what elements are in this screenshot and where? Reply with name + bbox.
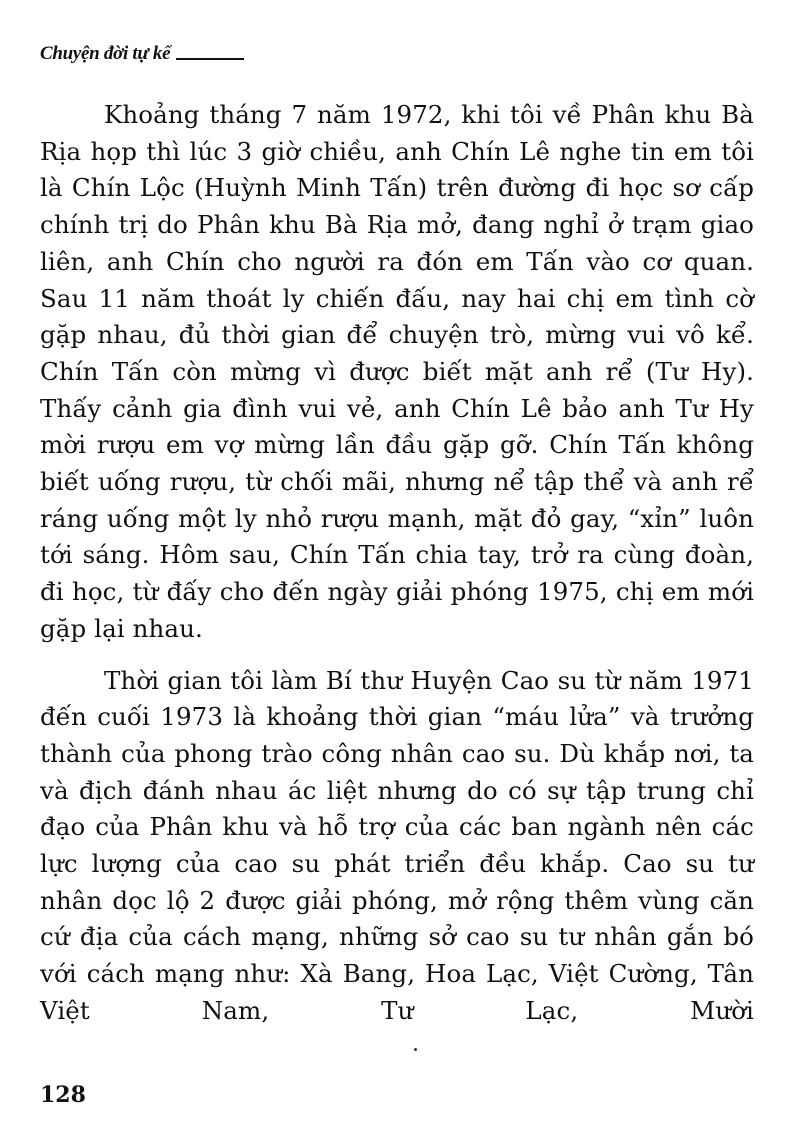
ink-speck: [414, 1048, 417, 1051]
page-number: 128: [40, 1082, 86, 1108]
running-title: Chuyện đời tự kể: [40, 43, 171, 64]
header-rule: [176, 58, 244, 60]
paragraph: Thời gian tôi làm Bí thư Huyện Cao su từ năm 1971 đến cuối 1973 là khoảng thời gian “máu lửa” và trưởng thành của phong trào công nhân cao su. Dù khắp nơi, ta và địch đánh nhau ác liệt nhưng do có sự tập trung chỉ đạo của Phân khu và hỗ trợ của các ban ngành nên các lực lượng của cao su phát triển đều khắp. Cao su tư nhân dọc lộ 2 được giải phóng, mở rộng thêm vùng căn cứ địa của cách mạng, những sở cao su tư nhân gắn bó với cách mạng như: Xà Bang, Hoa Lạc, Việt Cường, Tân Việt Nam, Tư Lạc, Mười: [40, 665, 754, 1025]
body-text: [40, 97, 754, 1030]
running-header: [40, 42, 244, 66]
paragraph: Khoảng tháng 7 năm 1972, khi tôi về Phân khu Bà Rịa họp thì lúc 3 giờ chiều, anh Chín Lê nghe tin em tôi là Chín Lộc (Huỳnh Minh Tấn) trên đường đi học sơ cấp chính trị do Phân khu Bà Rịa mở, đang nghỉ ở trạm giao liên, anh Chín cho người ra đón em Tấn vào cơ quan. Sau 11 năm thoát ly chiến đấu, nay hai chị em tình cờ gặp nhau, đủ thời gian để chuyện trò, mừng vui vô kể. Chín Tấn còn mừng vì được biết mặt anh rể (Tư Hy). Thấy cảnh gia đình vui vẻ, anh Chín Lê bảo anh Tư Hy mời rượu em vợ mừng lần đầu gặp gỡ. Chín Tấn không biết uống rượu, từ chối mãi, nhưng nể tập thể và anh rể ráng uống một ly nhỏ rượu mạnh, mặt đỏ gay, “xỉn” luôn tới sáng. Hôm sau, Chín Tấn chia tay, trở ra cùng đoàn, đi học, từ đấy cho đến ngày giải phóng 1975, chị em mới gặp lại nhau.: [40, 100, 754, 643]
